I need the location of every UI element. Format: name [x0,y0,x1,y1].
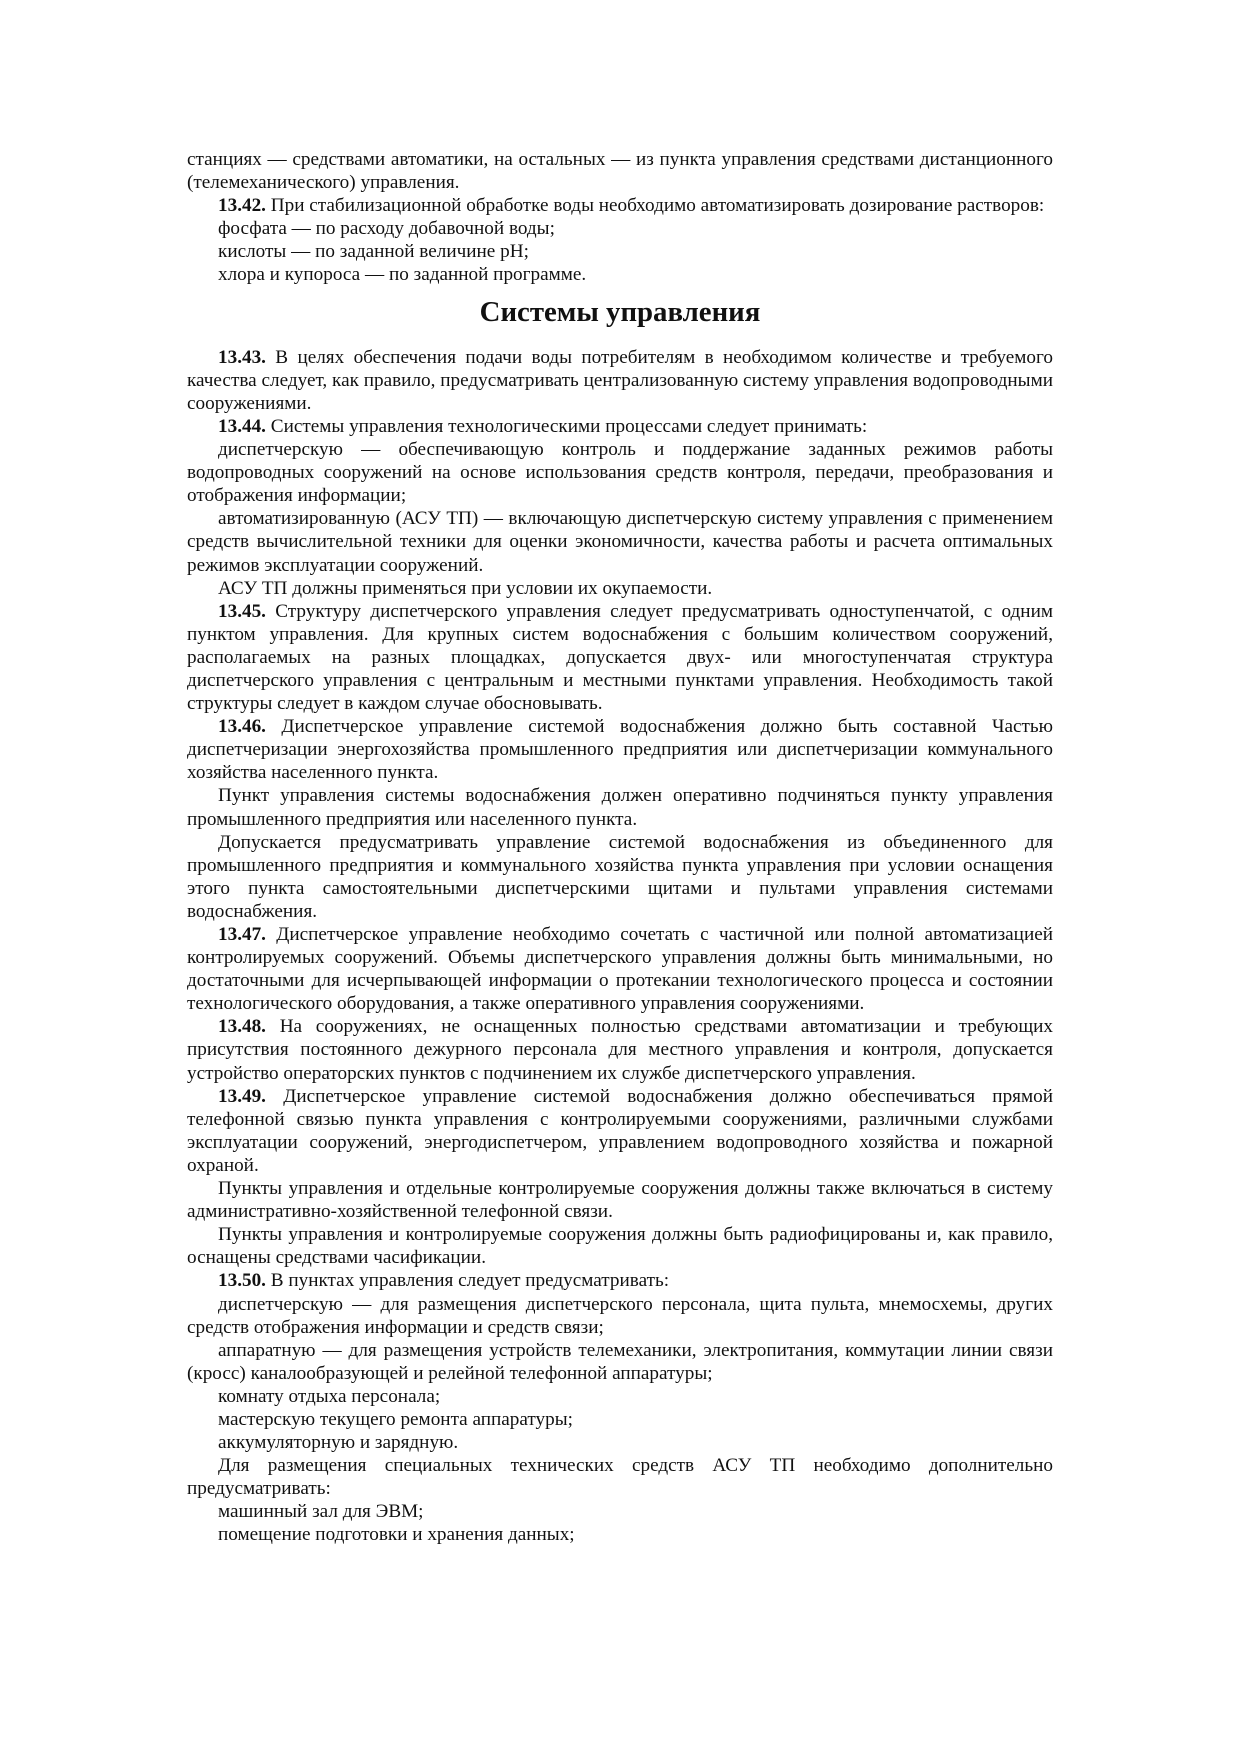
paragraph [187,1500,1053,1523]
paragraph-text: Структуру диспетчерского управления следует предусматривать одноступенчатой, с одним пунктом управления. Для крупных систем водоснабжения с большим количеством сооружений, располагаемых на разных площадках, допускается двух- или многоступенчатая структура диспетчерского управления с центральным и местными пунктами управления. Необходимость такой структуры следует в каждом случае обосновывать. [187,600,1053,715]
paragraph-text: Пункты управления и контролируемые сооружения должны быть радиофицированы и, как правило, оснащены средствами часификации. [187,1224,1053,1269]
paragraph [187,1454,1053,1500]
paragraph [187,1177,1053,1223]
clause-paragraph [187,1015,1053,1084]
paragraph-text: диспетчерскую — обеспечивающую контроль и поддержание заданных режимов работы водопроводных сооружений на основе использования средств контроля, передачи, преобразования и отображения информации; [187,439,1053,507]
paragraph-text: аккумуляторную и зарядную. [218,1432,459,1454]
paragraph [187,1385,1053,1408]
clause-number: 13.48. [218,1016,266,1038]
paragraph [187,1223,1053,1269]
clause-paragraph [187,600,1053,715]
paragraph-text: Пункт управления системы водоснабжения должен оперативно подчиняться пункту управления промышленного предприятия или населенного пункта. [187,785,1053,830]
paragraph-text: Диспетчерское управление необходимо сочетать с частичной или полной автоматизацией контролируемых сооружений. Объемы диспетчерского управления должны быть минимальными, но достаточными для исчерпывающей информации о протекании технологического процесса и состоянии технологического оборудования, а также оперативного управления сооружениями. [187,924,1053,1015]
paragraph-text: помещение подготовки и хранения данных; [218,1524,575,1546]
clause-number: 13.43. [218,346,266,368]
paragraph [187,831,1053,923]
clause-paragraph [187,346,1053,415]
paragraph-text: автоматизированную (АСУ ТП) — включающую диспетчерскую систему управления с применением средств вычислительной техники для оценки экономичности, качества работы и расчета оптимальных режимов эксплуатации сооружений. [187,508,1053,576]
paragraph-text: Диспетчерское управление системой водоснабжения должно обеспечиваться прямой телефонной связью пункта управления с контролируемыми сооружениями, различными службами эксплуатации сооружений, энергодиспетчером, управлением водопроводного хозяйства и пожарной охраной. [187,1085,1053,1176]
paragraph-text: хлора и купороса — по заданной программе. [218,264,587,286]
paragraph [187,217,1053,240]
paragraph [187,507,1053,576]
paragraph [187,263,1053,286]
paragraph-text: На сооружениях, не оснащенных полностью средствами автоматизации и требующих присутствия постоянного дежурного персонала для местного управления и контроля, допускается устройство операторских пунктов с подчинением их службе диспетчерского управления. [187,1016,1053,1084]
section-heading: Системы управления [479,295,761,328]
paragraph-text: аппаратную — для размещения устройств телемеханики, электропитания, коммутации линии связи (кросс) каналообразующей и релейной телефонной аппаратуры; [187,1339,1053,1384]
section-paragraphs [187,346,1053,1547]
paragraph [187,1293,1053,1339]
paragraph [187,1408,1053,1431]
paragraph [187,438,1053,507]
paragraph [187,148,1053,194]
clause-number: 13.49. [218,1085,266,1107]
clause-paragraph [187,1269,1053,1292]
document-page [187,148,1053,1547]
paragraph-text: В пунктах управления следует предусматривать: [265,1270,670,1292]
paragraph [187,1339,1053,1385]
paragraph-text: станциях — средствами автоматики, на остальных — из пункта управления средствами дистанционного (телемеханического) управления. [187,149,1053,194]
paragraph-text: Диспетчерское управление системой водоснабжения должно быть составной Частью диспетчеризации энергохозяйства промышленного предприятия или диспетчеризации коммунального хозяйства населенного пункта. [187,716,1053,784]
paragraph [187,1431,1053,1454]
clause-number: 13.44. [218,415,266,437]
paragraph-text: машинный зал для ЭВМ; [218,1501,424,1523]
paragraph-text: фосфата — по расходу добавочной воды; [218,218,555,240]
paragraph-text: Допускается предусматривать управление системой водоснабжения из объединенного для промышленного предприятия и коммунального хозяйства пункта управления при условии оснащения этого пункта самостоятельными диспетчерскими щитами и пультами управления системами водоснабжения. [187,831,1053,922]
paragraph [187,577,1053,600]
clause-number: 13.45. [218,600,266,622]
paragraph [187,784,1053,830]
clause-paragraph [187,715,1053,784]
paragraph-text: Для размещения специальных технических средств АСУ ТП необходимо дополнительно предусматривать: [187,1455,1053,1500]
clause-number: 13.42. [218,195,266,217]
clause-number: 13.50. [218,1270,266,1292]
paragraph-text: Пункты управления и отдельные контролируемые сооружения должны также включаться в систему административно-хозяйственной телефонной связи. [187,1178,1053,1223]
clause-paragraph [187,194,1053,217]
clause-paragraph [187,415,1053,438]
paragraph-text: мастерскую текущего ремонта аппаратуры; [218,1408,573,1430]
paragraph-text: кислоты — по заданной величине pH; [218,241,529,263]
clause-number: 13.46. [218,716,266,738]
clause-number: 13.47. [218,924,266,945]
paragraph-text: В целях обеспечения подачи воды потребителям в необходимом количестве и требуемого качества следует, как правило, предусматривать централизованную систему управления водопроводными сооружениями. [187,346,1053,414]
paragraph-text: диспетчерскую — для размещения диспетчерского персонала, щита пульта, мнемосхемы, других средств отображения информации и средств связи; [187,1293,1053,1338]
paragraph-text: комнату отдыха персонала; [218,1385,441,1407]
paragraph-text: АСУ ТП должны применяться при условии их окупаемости. [218,577,713,599]
intro-paragraphs [187,148,1053,287]
paragraph [187,1523,1053,1546]
clause-paragraph [187,1085,1053,1177]
paragraph-text: При стабилизационной обработке воды необходимо автоматизировать дозирование растворов: [265,195,1045,217]
clause-paragraph [187,923,1053,1015]
paragraph-text: Системы управления технологическими процессами следует принимать: [265,415,868,437]
paragraph [187,240,1053,263]
